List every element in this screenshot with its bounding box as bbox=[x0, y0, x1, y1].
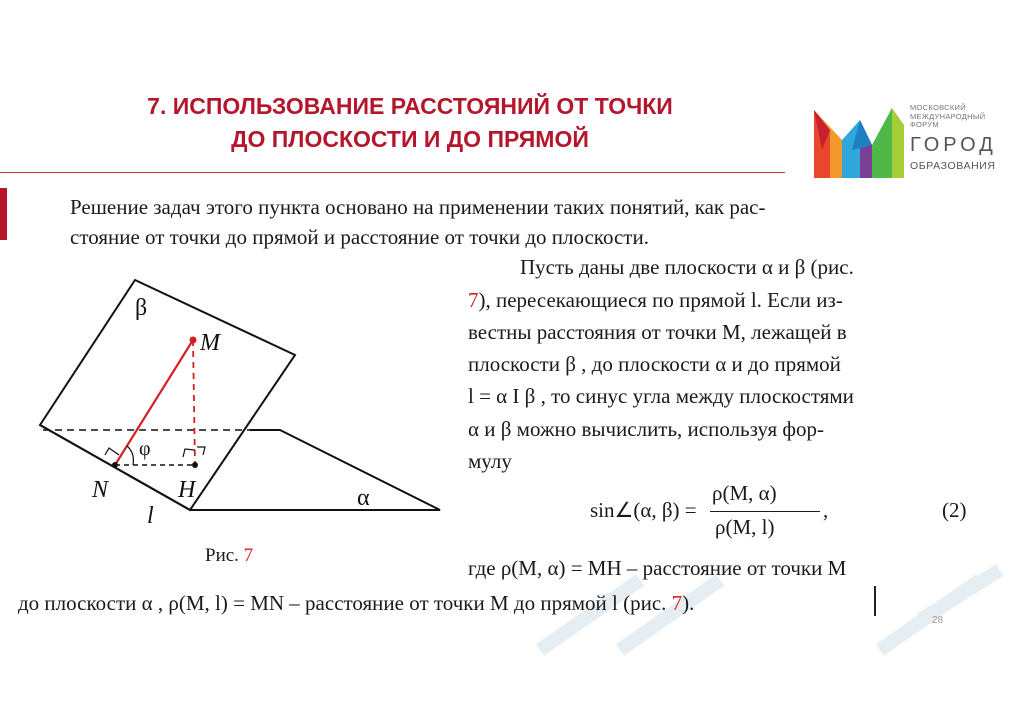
accent-tab bbox=[0, 188, 7, 240]
title-line-2: ДО ПЛОСКОСТИ И ДО ПРЯМОЙ bbox=[231, 126, 589, 152]
para-line-6: α и β можно вычислить, используя фор- bbox=[468, 417, 824, 441]
formula-numerator: ρ(M, α) bbox=[712, 481, 777, 505]
text-cursor bbox=[874, 586, 876, 616]
label-N: N bbox=[92, 477, 109, 503]
logo-small-text: МОСКОВСКИЙ МЕЖДУНАРОДНЫЙ ФОРУМ bbox=[910, 103, 986, 129]
para-line-1: Пусть даны две плоскости α и β (рис. bbox=[520, 255, 854, 279]
formula-denominator: ρ(M, l) bbox=[715, 515, 775, 539]
para-line-5: l = α I β , то синус угла между плоскостями bbox=[468, 384, 854, 408]
formula-number: (2) bbox=[942, 498, 967, 522]
label-H: H bbox=[178, 477, 196, 503]
plane-beta bbox=[40, 280, 295, 510]
segment-MN bbox=[115, 340, 193, 465]
figure-ref[interactable]: 7 bbox=[468, 288, 479, 312]
label-alpha: α bbox=[357, 485, 370, 511]
background-decoration bbox=[520, 560, 1024, 724]
para-line-7: мулу bbox=[468, 449, 512, 473]
logo-wordmark: ГОРОД bbox=[910, 134, 997, 156]
label-phi: φ bbox=[139, 438, 151, 460]
para-line-2: 7), пересекающиеся по прямой l. Если из- bbox=[468, 288, 843, 312]
formula-lhs: sin∠(α, β) = bbox=[590, 498, 697, 522]
title-divider bbox=[0, 172, 785, 173]
label-l: l bbox=[147, 503, 154, 529]
page-number: 28 bbox=[932, 615, 944, 626]
intro-line-2: стояние от точки до прямой и расстояние от точки до плоскости. bbox=[70, 225, 649, 249]
label-beta: β bbox=[135, 295, 148, 321]
intro-line-1: Решение задач этого пункта основано на применении таких понятий, как рас- bbox=[70, 195, 766, 219]
label-M: M bbox=[200, 330, 220, 356]
figure-ref-2[interactable]: 7 bbox=[671, 591, 683, 615]
logo-subtitle: ОБРАЗОВАНИЯ bbox=[910, 160, 996, 172]
para-line-3: вестны расстояния от точки M, лежащей в bbox=[468, 320, 847, 344]
segment-MH bbox=[193, 340, 195, 465]
geometry-figure bbox=[35, 265, 445, 535]
para-line-4: плоскости β , до плоскости α и до прямой bbox=[468, 352, 841, 376]
last-line: до плоскости α , ρ(M, l) = MN – расстояние от точки M до прямой l (рис. 7). bbox=[18, 591, 695, 615]
where-line: где ρ(M, α) = MH – расстояние от точки M bbox=[468, 556, 847, 580]
slide-title bbox=[60, 90, 760, 156]
title-line-1: 7. ИСПОЛЬЗОВАНИЕ РАССТОЯНИЙ ОТ ТОЧКИ bbox=[147, 93, 673, 119]
formula-comma: , bbox=[823, 498, 829, 522]
figure-caption: Рис. 7 bbox=[205, 545, 254, 566]
